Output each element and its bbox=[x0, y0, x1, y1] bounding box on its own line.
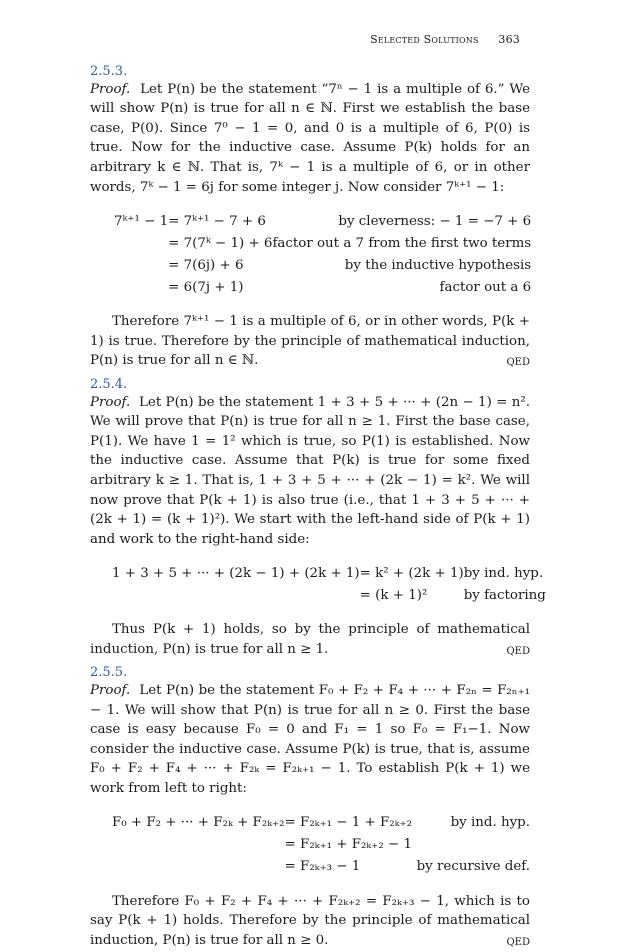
proof-text: Let P(n) be the statement “7ⁿ − 1 is a multiple of 6.” We will show P(n) is true for all n ∈ ℕ. First we establish the base case, P(0). Since 7⁰ − 1 = 0, and 0 is a multiple of 6, P(0) is true. Now for the inductive case. Assume P(k) holds for an arbitrary k ∈ ℕ. That is, 7ᵏ − 1 is a multiple of 6, or in other words, 7ᵏ − 1 = 6j for some integer j. Now consider 7ᵏ⁺¹ − 1: bbox=[90, 81, 531, 195]
conclusion-text: Thus P(k + 1) holds, so by the principle of mathematical induction, P(n) is true for all n ≥ 1. bbox=[90, 622, 530, 657]
proof-conclusion bbox=[90, 892, 530, 951]
equation-rhs: = F₂ₖ₊₁ + F₂ₖ₊₂ − 1 bbox=[284, 837, 412, 853]
qed-mark: QED bbox=[506, 645, 530, 657]
conclusion-text: Therefore F₀ + F₂ + F₄ + ··· + F₂ₖ₊₂ = F₂ₖ₊₃ − 1, which is to say P(k + 1) holds. Therefore by the principle of mathematical induction, P(n) is true for all n ≥ 0. bbox=[90, 893, 530, 948]
solution-label: 2.5.3. bbox=[90, 64, 128, 79]
proof-conclusion bbox=[90, 312, 530, 371]
equation-rhs: = F₂ₖ₊₁ − 1 + F₂ₖ₊₂ bbox=[284, 815, 412, 831]
qed-mark: QED bbox=[506, 357, 530, 369]
equation-rhs: = k² + (2k + 1) bbox=[359, 565, 464, 581]
solutions-body bbox=[90, 64, 546, 952]
equation-reason: by ind. hyp. bbox=[463, 565, 544, 581]
equation-rhs: = F₂ₖ₊₃ − 1 bbox=[284, 859, 361, 875]
equation-reason: by the inductive hypothesis bbox=[344, 257, 532, 273]
equation-row bbox=[114, 211, 531, 233]
proof-paragraph bbox=[90, 80, 530, 198]
equation-rhs: = 6(7j + 1) bbox=[168, 279, 244, 295]
equation-block bbox=[114, 211, 531, 299]
equation-reason bbox=[417, 835, 530, 857]
equation-reason: by cleverness: − 1 = −7 + 6 bbox=[338, 213, 532, 229]
proof-text: Let P(n) be the statement F₀ + F₂ + F₄ + ··· + F₂ₙ = F₂ₙ₊₁ − 1. We will show that P(n) is true for all n ≥ 0. First the base case is easy because F₀ = 0 and F₁ = 1 so F₀ = F₁−1. Now consider the inductive case. Assume P(k) is true, that is, assume F₀ + F₂ + F₄ + ··· + F₂ₖ = F₂ₖ₊₁ − 1. To establish P(k + 1) we work from left to right: bbox=[90, 683, 530, 797]
proof-label: Proof. bbox=[90, 394, 131, 410]
proof-paragraph bbox=[90, 393, 530, 550]
equation-reason: factor out a 7 from the first two terms bbox=[272, 235, 532, 251]
proof-paragraph bbox=[90, 681, 530, 799]
equation-rhs: = (k + 1)² bbox=[359, 587, 428, 603]
equation-rhs: = 7ᵏ⁺¹ − 7 + 6 bbox=[168, 213, 266, 229]
solution-label: 2.5.5. bbox=[90, 665, 128, 681]
equation-lhs bbox=[112, 857, 285, 879]
equation-lhs bbox=[114, 233, 168, 255]
equation-row bbox=[112, 585, 546, 607]
equation-lhs: F₀ + F₂ + ··· + F₂ₖ + F₂ₖ₊₂ bbox=[112, 815, 285, 831]
conclusion-text: Therefore 7ᵏ⁺¹ − 1 is a multiple of 6, or in other words, P(k + 1) is true. Therefore by the principle of mathematical induction, P(n) is true for all n ∈ ℕ. bbox=[90, 314, 530, 369]
solution-2-5-3 bbox=[90, 64, 530, 371]
equation-lhs bbox=[112, 585, 360, 607]
solution-label: 2.5.4. bbox=[90, 376, 128, 392]
equation-reason: by factoring bbox=[463, 587, 546, 603]
equation-block bbox=[112, 563, 546, 607]
equation-reason: by recursive def. bbox=[416, 859, 530, 875]
equation-row bbox=[112, 857, 530, 879]
equation-row bbox=[114, 277, 531, 299]
equation-row bbox=[114, 255, 531, 277]
section-title: Selected Solutions bbox=[370, 33, 479, 46]
equation-lhs bbox=[112, 835, 285, 857]
equation-rhs: = 7(7ᵏ − 1) + 6 bbox=[168, 235, 273, 251]
equation-lhs: 1 + 3 + 5 + ··· + (2k − 1) + (2k + 1) bbox=[112, 565, 360, 581]
equation-block bbox=[112, 813, 530, 879]
solution-2-5-5 bbox=[90, 665, 530, 950]
equation-lhs: 7ᵏ⁺¹ − 1 bbox=[114, 213, 169, 229]
equation-row bbox=[114, 233, 531, 255]
proof-label: Proof. bbox=[90, 683, 131, 699]
solution-2-5-4 bbox=[90, 376, 546, 660]
running-head bbox=[370, 33, 520, 47]
equation-row bbox=[112, 563, 546, 585]
equation-lhs bbox=[114, 277, 168, 299]
equation-row bbox=[112, 835, 530, 857]
equation-reason: by ind. hyp. bbox=[450, 815, 530, 831]
page-number: 363 bbox=[498, 33, 520, 46]
proof-text: Let P(n) be the statement 1 + 3 + 5 + ··· + (2n − 1) = n². We will prove that P(n) is true for all n ≥ 1. First the base case, P(1). We have 1 = 1² which is true, so P(1) is established. Now the inductive case. Assume that P(k) is true for some fixed arbitrary k ≥ 1. That is, 1 + 3 + 5 + ··· + (2k − 1) = k². We will now prove that P(k + 1) is also true (i.e., that 1 + 3 + 5 + ··· + (2k + 1) = (k + 1)²). We start with the left-hand side of P(k + 1) and work to the right-hand side: bbox=[90, 394, 530, 547]
proof-label: Proof. bbox=[90, 81, 131, 97]
proof-conclusion bbox=[90, 620, 530, 659]
equation-lhs bbox=[114, 255, 168, 277]
equation-rhs: = 7(6j) + 6 bbox=[168, 257, 244, 273]
equation-row bbox=[112, 813, 530, 835]
equation-reason: factor out a 6 bbox=[439, 279, 532, 295]
qed-mark: QED bbox=[506, 936, 530, 948]
